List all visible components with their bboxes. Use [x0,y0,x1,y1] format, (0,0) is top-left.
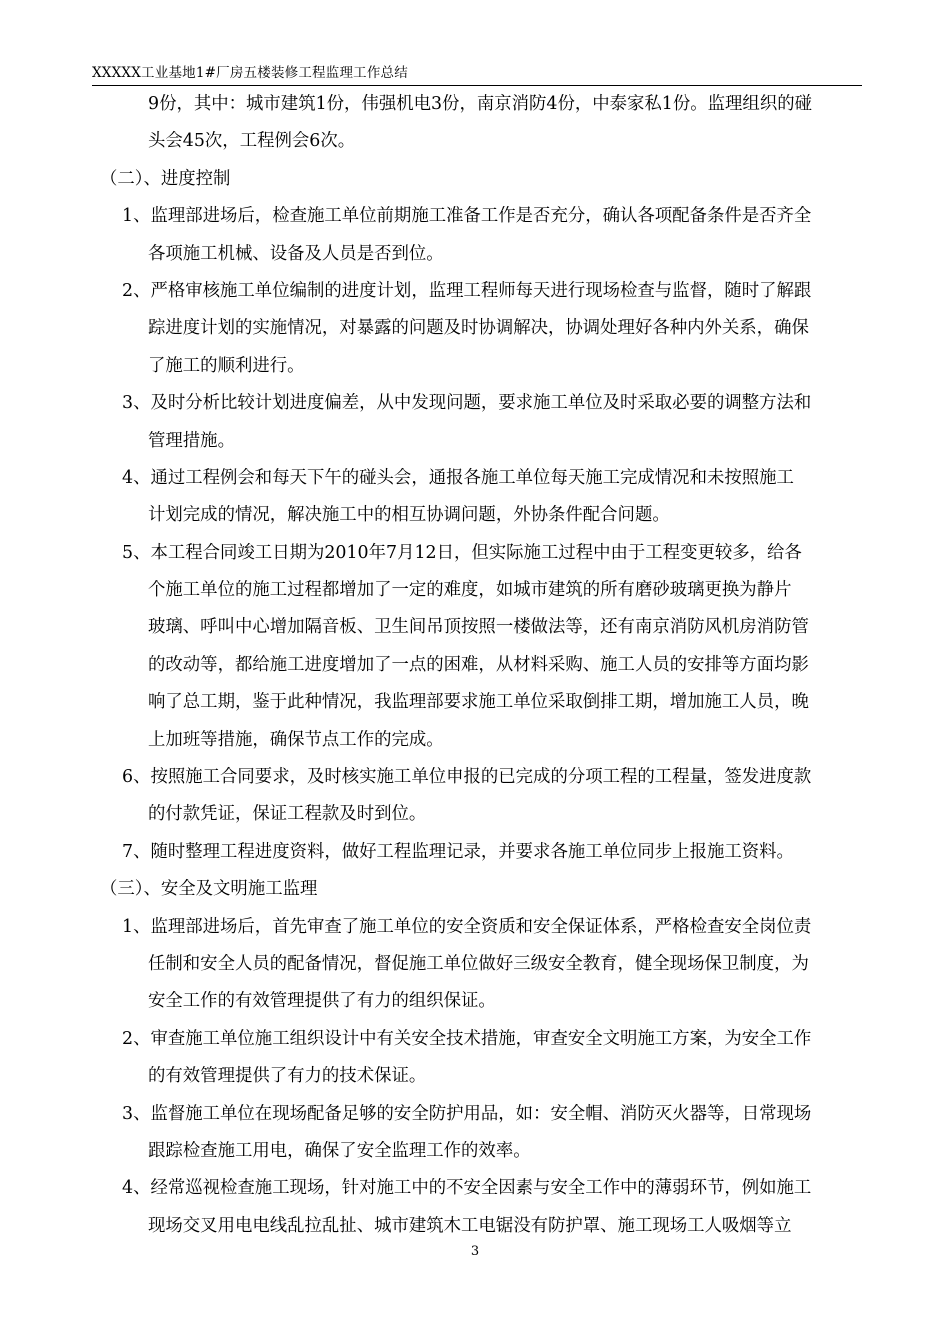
text-line: 4、经常巡视检查施工现场，针对施工中的不安全因素与安全工作中的薄弱环节，例如施工 [122,1178,812,1199]
section-heading: （二）、进度控制 [100,168,231,189]
text-line: 安全工作的有效管理提供了有力的组织保证。 [148,991,496,1012]
text-line: 个施工单位的施工过程都增加了一定的难度，如城市建筑的所有磨砂玻璃更换为静片 [148,580,792,601]
text-line: 的改动等，都给施工进度增加了一点的困难，从材料采购、施工人员的安排等方面均影 [148,654,809,675]
text-line: 2、审查施工单位施工组织设计中有关安全技术措施，审查安全文明施工方案，为安全工作 [122,1028,812,1049]
text-line: 7、随时整理工程进度资料，做好工程监理记录，并要求各施工单位同步上报施工资料。 [122,841,794,862]
text-line: 的有效管理提供了有力的技术保证。 [148,1066,427,1087]
text-line: 5、本工程合同竣工日期为2010年7月12日，但实际施工过程中由于工程变更较多，给各 [122,542,802,563]
text-line: 玻璃、呼叫中心增加隔音板、卫生间吊顶按照一楼做法等，还有南京消防风机房消防管 [148,617,809,638]
text-line: 各项施工机械、设备及人员是否到位。 [148,243,444,264]
text-line: 了施工的顺利进行。 [148,355,305,376]
section-heading: （三）、安全及文明施工监理 [100,879,318,900]
text-line: 4、通过工程例会和每天下午的碰头会，通报各施工单位每天施工完成情况和未按照施工 [122,467,794,488]
text-line: 1、监理部进场后，检查施工单位前期施工准备工作是否充分，确认各项配备条件是否齐全 [122,206,812,227]
page-header: XXXXX工业基地1#厂房五楼装修工程监理工作总结 [92,64,862,86]
text-line: 3、监督施工单位在现场配备足够的安全防护用品，如：安全帽、消防灭火器等，日常现场 [122,1103,812,1124]
text-line: 计划完成的情况，解决施工中的相互协调问题，外协条件配合问题。 [148,505,670,526]
text-line: 踪进度计划的实施情况，对暴露的问题及时协调解决，协调处理好各种内外关系，确保 [148,318,809,339]
text-line: 6、按照施工合同要求，及时核实施工单位申报的已完成的分项工程的工程量，签发进度款 [122,767,812,788]
text-line: 上加班等措施，确保节点工作的完成。 [148,729,444,750]
text-line: 管理措施。 [148,430,235,451]
text-line: 2、严格审核施工单位编制的进度计划，监理工程师每天进行现场检查与监督，随时了解跟 [122,280,812,301]
text-line: 跟踪检查施工用电，确保了安全监理工作的效率。 [148,1140,531,1161]
text-line: 头会45次，工程例会6次。 [148,131,356,152]
text-line: 3、及时分析比较计划进度偏差，从中发现问题，要求施工单位及时采取必要的调整方法和 [122,393,812,414]
text-line: 响了总工期，鉴于此种情况，我监理部要求施工单位采取倒排工期，增加施工人员，晚 [148,692,809,713]
text-line: 9份，其中：城市建筑1份，伟强机电3份，南京消防4份，中泰家私1份。监理组织的碰 [148,94,812,114]
page-number: 3 [470,1244,480,1259]
text-line: 任制和安全人员的配备情况，督促施工单位做好三级安全教育，健全现场保卫制度，为 [148,953,809,974]
text-line: 现场交叉用电电线乱拉乱扯、城市建筑木工电锯没有防护罩、施工现场工人吸烟等立 [148,1215,792,1236]
text-line: 1、监理部进场后，首先审查了施工单位的安全资质和安全保证体系，严格检查安全岗位责 [122,916,812,937]
document-body [92,86,867,1245]
text-line: 的付款凭证，保证工程款及时到位。 [148,804,427,825]
